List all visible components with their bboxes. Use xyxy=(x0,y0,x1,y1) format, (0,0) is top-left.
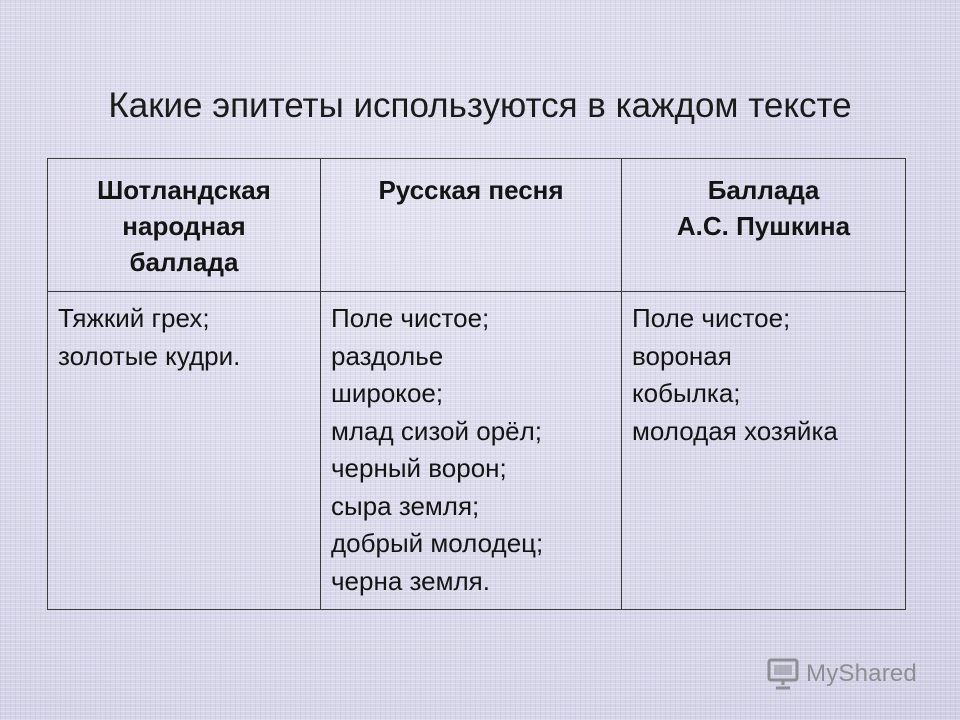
epithet-line: млад сизой орёл; xyxy=(331,415,543,446)
header-line: баллада xyxy=(129,247,239,277)
header-pushkin-ballad xyxy=(622,159,906,292)
epithet-line: широкое; xyxy=(331,378,444,408)
watermark-text: MyShared xyxy=(806,660,917,687)
epithet-table xyxy=(47,158,906,610)
slide-title: Какие эпитеты используются в каждом тексте xyxy=(108,86,852,125)
epithet-line: Поле чистое; xyxy=(331,303,490,333)
table-header-row xyxy=(48,159,906,292)
cell-scottish-epithets xyxy=(48,292,321,610)
cell-russian-epithets xyxy=(321,292,622,610)
epithet-line: золотые кудри. xyxy=(58,340,241,371)
header-line: Баллада xyxy=(707,175,820,205)
mysharED-watermark xyxy=(766,656,917,692)
cell-pushkin-epithets xyxy=(622,292,906,610)
header-line: народная xyxy=(122,211,246,241)
epithet-line: добрый молодец; xyxy=(331,528,544,558)
header-russian-song xyxy=(321,159,622,292)
header-line: А.С. Пушкина xyxy=(676,211,851,241)
epithet-line: вороная xyxy=(632,340,732,371)
epithet-line: сыра земля; xyxy=(331,490,480,521)
presentation-board-icon xyxy=(766,657,800,691)
epithet-line: черна земля. xyxy=(331,565,490,596)
header-line: Русская песня xyxy=(378,175,564,205)
table-row xyxy=(48,292,906,610)
epithet-line: Поле чистое; xyxy=(632,303,791,333)
epithet-line: молодая хозяйка xyxy=(632,415,838,446)
epithet-line: раздолье xyxy=(331,340,444,371)
epithet-line: кобылка; xyxy=(632,378,741,408)
epithet-line: Тяжкий грех; xyxy=(58,303,210,333)
header-line: Шотландская xyxy=(97,175,271,205)
epithet-line: черный ворон; xyxy=(331,453,507,483)
header-scottish-ballad xyxy=(48,159,321,292)
